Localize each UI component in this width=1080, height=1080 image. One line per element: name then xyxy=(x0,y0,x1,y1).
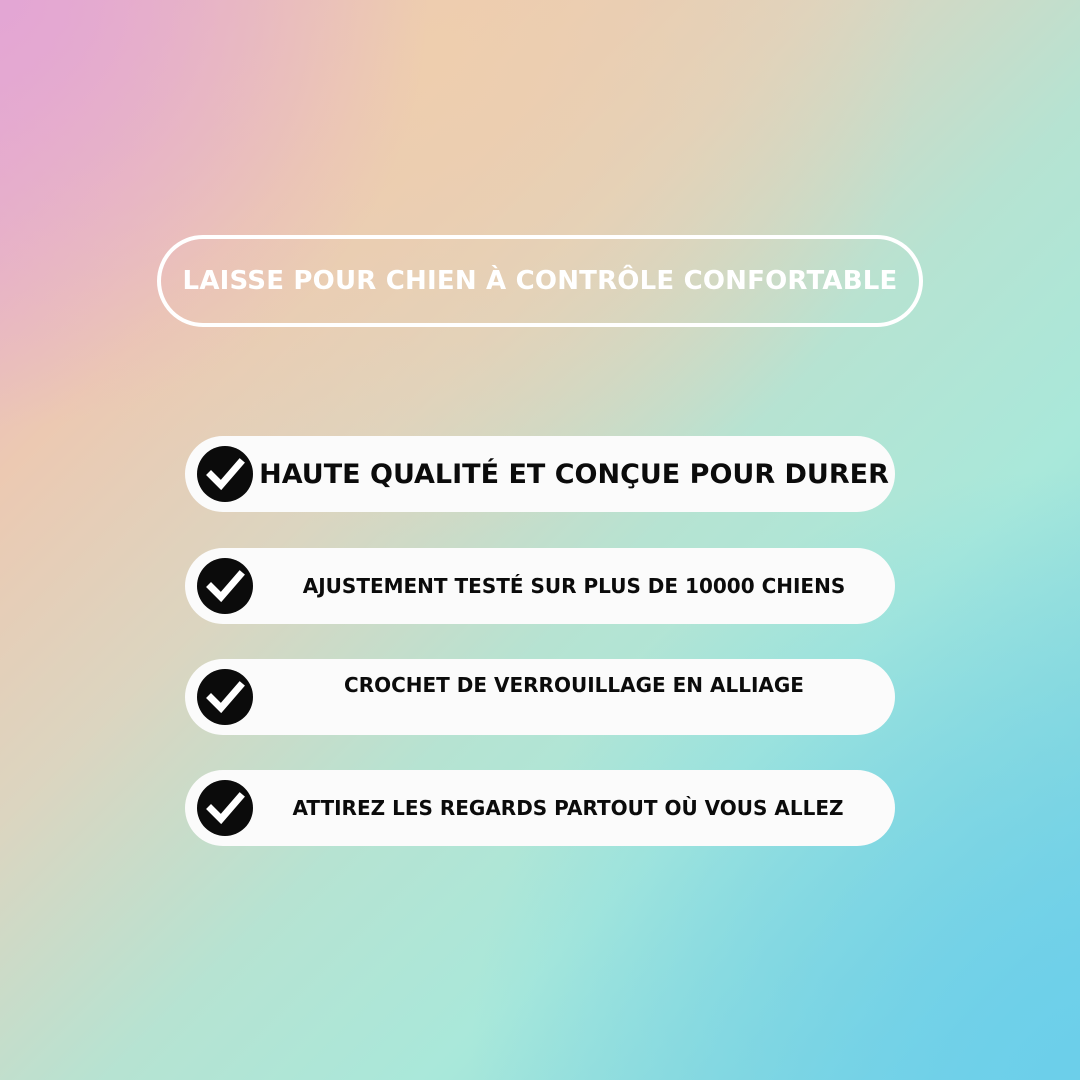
checkmark-icon xyxy=(197,446,253,502)
feature-label: ATTIREZ LES REGARDS PARTOUT OÙ VOUS ALLEZ xyxy=(292,796,844,820)
page-title: LAISSE POUR CHIEN À CONTRÔLE CONFORTABLE xyxy=(182,266,898,296)
feature-label: CROCHET DE VERROUILLAGE EN ALLIAGE xyxy=(344,673,804,697)
feature-item xyxy=(185,548,895,624)
checkmark-icon xyxy=(197,780,253,836)
checkmark-icon xyxy=(197,669,253,725)
feature-item xyxy=(185,436,895,512)
title-banner xyxy=(157,235,923,327)
feature-item xyxy=(185,659,895,735)
feature-label: AJUSTEMENT TESTÉ SUR PLUS DE 10000 CHIENS xyxy=(302,574,846,598)
checkmark-icon xyxy=(197,558,253,614)
feature-item xyxy=(185,770,895,846)
feature-label: HAUTE QUALITÉ ET CONÇUE POUR DURER xyxy=(259,458,889,490)
